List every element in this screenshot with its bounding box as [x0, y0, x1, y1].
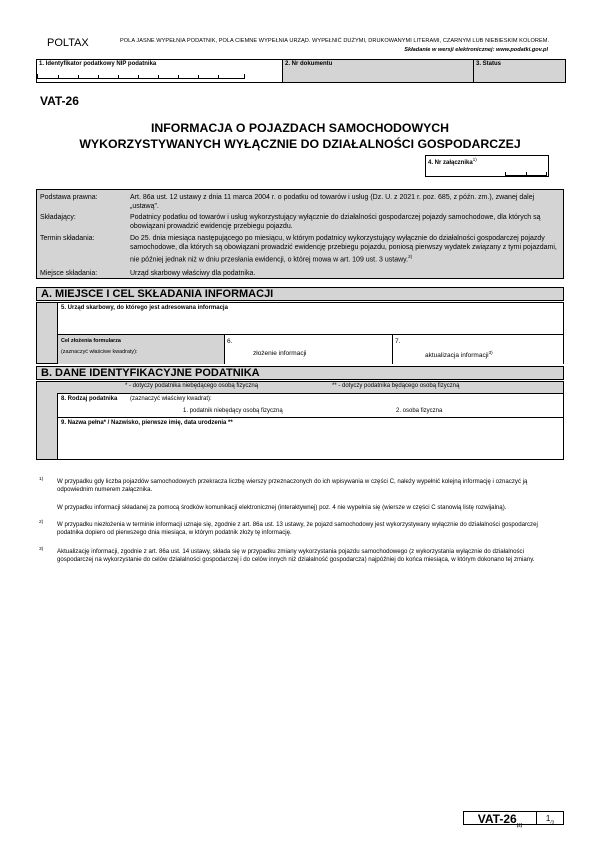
legend-non-natural: * - dotyczy podatnika niebędącego osobą fizyczną — [125, 383, 259, 389]
taxpayer-type-field — [57, 393, 563, 418]
section-a-body — [36, 302, 564, 364]
place-text: Urząd skarbowy właściwy dla podatnika. — [130, 270, 256, 277]
footnote-2: W przypadku niezłożenia w terminie informacji uznaje się, zgodnie z art. 86a ust. 13 ustawy, że pojazd samochodowy jest wykorzystywany wyłącznie do działalności gospodarczej podatnika dopiero od pierwszego dnia miesiąca, w którym podatnik złoży tę informację. — [57, 521, 538, 536]
taxpayer-type-option-company[interactable]: 1. podatnik niebędący osobą fizyczną — [183, 408, 283, 414]
form-code: VAT-26 — [40, 94, 79, 108]
option7-label: aktualizacja informacji — [425, 352, 489, 360]
section-a-header: A. MIEJSCE I CEL SKŁADANIA INFORMACJI — [36, 287, 564, 301]
footnote-1-marker: 1) — [39, 477, 44, 482]
taxpayer-name-label: 9. Nazwa pełna* / Nazwisko, pierwsze imię, data urodzenia ** — [61, 420, 233, 426]
electronic-filing-note: Składanie w wersji elektronicznej: www.podatki.gov.pl — [404, 47, 548, 53]
footer-version: (2) — [516, 822, 523, 828]
purpose-row — [57, 335, 563, 364]
deadline-label: Termin składania: — [40, 235, 95, 242]
taxpayer-type-option-person[interactable]: 2. osoba fizyczna — [396, 408, 443, 414]
brand-label: POLTAX — [47, 37, 89, 49]
footnote-2-marker: 2) — [39, 520, 44, 525]
footer-page: 1 — [545, 814, 551, 823]
legal-basis-text: Art. 86a ust. 12 ustawy z dnia 11 marca 2004 r. o podatku od towarów i usług (Dz. U. z 2021 r. poz. 685, z późn. zm.), zwanej dalej „ustawą”. — [130, 194, 535, 210]
footnote-1a: W przypadku gdy liczba pojazdów samochodowych przekracza liczbę wierszy przeznaczonych do ich wpisywania w części C, należy wypełnić kolejną informację i oznaczyć ją odpowiednim numerem załącznika. — [57, 478, 528, 493]
deadline-text: Do 25. dnia miesiąca następującego po miesiącu, w którym podatnicy wykorzystujący wyłącznie do działalności gospodarczej pojazdy samochodowe, dla których są obowiązani prowadzić ewidencję przebiegu pojazdu, poniosą pierwszy wydatek związany z tymi pojazdami, nie później jednak niż w dniu przesłania ewidencji, o której mowa w art. 109 ust. 3 ustawy. — [130, 235, 557, 264]
deadline-footnote-ref: 2) — [408, 254, 413, 259]
purpose-label-cell — [57, 335, 225, 364]
attachment-footnote-ref: 1) — [472, 157, 477, 162]
status-label: 3. Status — [476, 61, 502, 67]
tax-office-field[interactable] — [57, 303, 563, 335]
form-title-line1: INFORMACJA O POJAZDACH SAMOCHODOWYCH — [150, 121, 450, 135]
purpose-option-submit[interactable] — [225, 335, 393, 364]
legal-info-box — [36, 189, 564, 279]
option7-number: 7. — [395, 338, 401, 345]
purpose-label: Cel złożenia formularza — [61, 338, 121, 344]
document-number-field — [283, 60, 474, 82]
header-fields-row — [36, 59, 566, 83]
filer-text: Podatnicy podatku od towarów i usług wykorzystujący wyłącznie do działalności gospodarczej pojazdy samochodowe, dla których są obowiązani prowadzić ewidencję przebiegu pojazdu. — [130, 214, 541, 230]
filer-label: Składający: — [40, 214, 76, 221]
purpose-hint: (zaznaczyć właściwe kwadraty): — [61, 349, 138, 355]
footer-code: VAT-26 — [477, 812, 517, 826]
purpose-option-update[interactable] — [393, 335, 563, 364]
footnote-3-marker: 3) — [39, 547, 44, 552]
footer-form-code — [463, 811, 537, 828]
legend-natural: ** - dotyczy podatnika będącego osobą fizyczną — [332, 383, 460, 389]
tax-office-label: 5. Urząd skarbowy, do którego jest adresowana informacja — [61, 305, 228, 311]
option7-label-group — [425, 350, 493, 359]
form-title-line2: WYKORZYSTYWANYCH WYŁĄCZNIE DO DZIAŁALNOŚCI GOSPODARCZEJ — [79, 137, 521, 151]
footnote-3: Aktualizację informacji, zgodnie z art. 86a ust. 14 ustawy, składa się w przypadku zmiany wykorzystania pojazdu samochodowego (z wykorzystania wyłącznie do działalności gospodarczej na wykorzystanie do celów działalności gospodarczej i do celów innych niż działalność gospodarcza) najpóźniej do końca miesiąca, w którym dokonano tej zmiany. — [57, 548, 535, 563]
option6-number: 6. — [227, 338, 233, 345]
fill-instructions: POLA JASNE WYPEŁNIA PODATNIK, POLA CIEMNE WYPEŁNIA URZĄD. WYPEŁNIĆ DUŻYMI, DRUKOWANYMI LITERAMI, CZARNYM LUB NIEBIESKIM KOLOREM. — [120, 38, 550, 44]
option6-label: złożenie informacji — [253, 350, 307, 357]
attachment-ticks — [505, 172, 547, 176]
taxpayer-name-field[interactable] — [57, 418, 563, 459]
status-field — [474, 60, 565, 82]
nip-digit-ticks — [37, 74, 245, 79]
section-b-header: B. DANE IDENTYFIKACYJNE PODATNIKA — [36, 366, 564, 380]
document-number-label: 2. Nr dokumentu — [285, 61, 333, 67]
footer-page-number — [537, 811, 564, 825]
footer-page-total: /3 — [550, 819, 555, 825]
deadline-block — [130, 234, 560, 264]
attachment-number-label: 4. Nr załącznika — [428, 160, 473, 166]
form-title — [36, 120, 564, 152]
section-b-body — [36, 381, 564, 460]
footnote-1b: W przypadku informacji składanej za pomocą środków komunikacji elektronicznej (interaktywnej) poz. 4 nie wypełnia się (wiersze w części C stanowią listę rozwijalną). — [57, 504, 507, 511]
nip-field-label: 1. Identyfikator podatkowy NIP podatnika — [39, 61, 157, 67]
taxpayer-type-label: 8. Rodzaj podatnika — [61, 396, 118, 402]
legal-basis-label: Podstawa prawna: — [40, 194, 98, 201]
option7-footnote-ref: 3) — [488, 350, 493, 355]
taxpayer-type-hint: (zaznaczyć właściwy kwadrat): — [130, 396, 212, 402]
place-label: Miejsce składania: — [40, 270, 98, 277]
